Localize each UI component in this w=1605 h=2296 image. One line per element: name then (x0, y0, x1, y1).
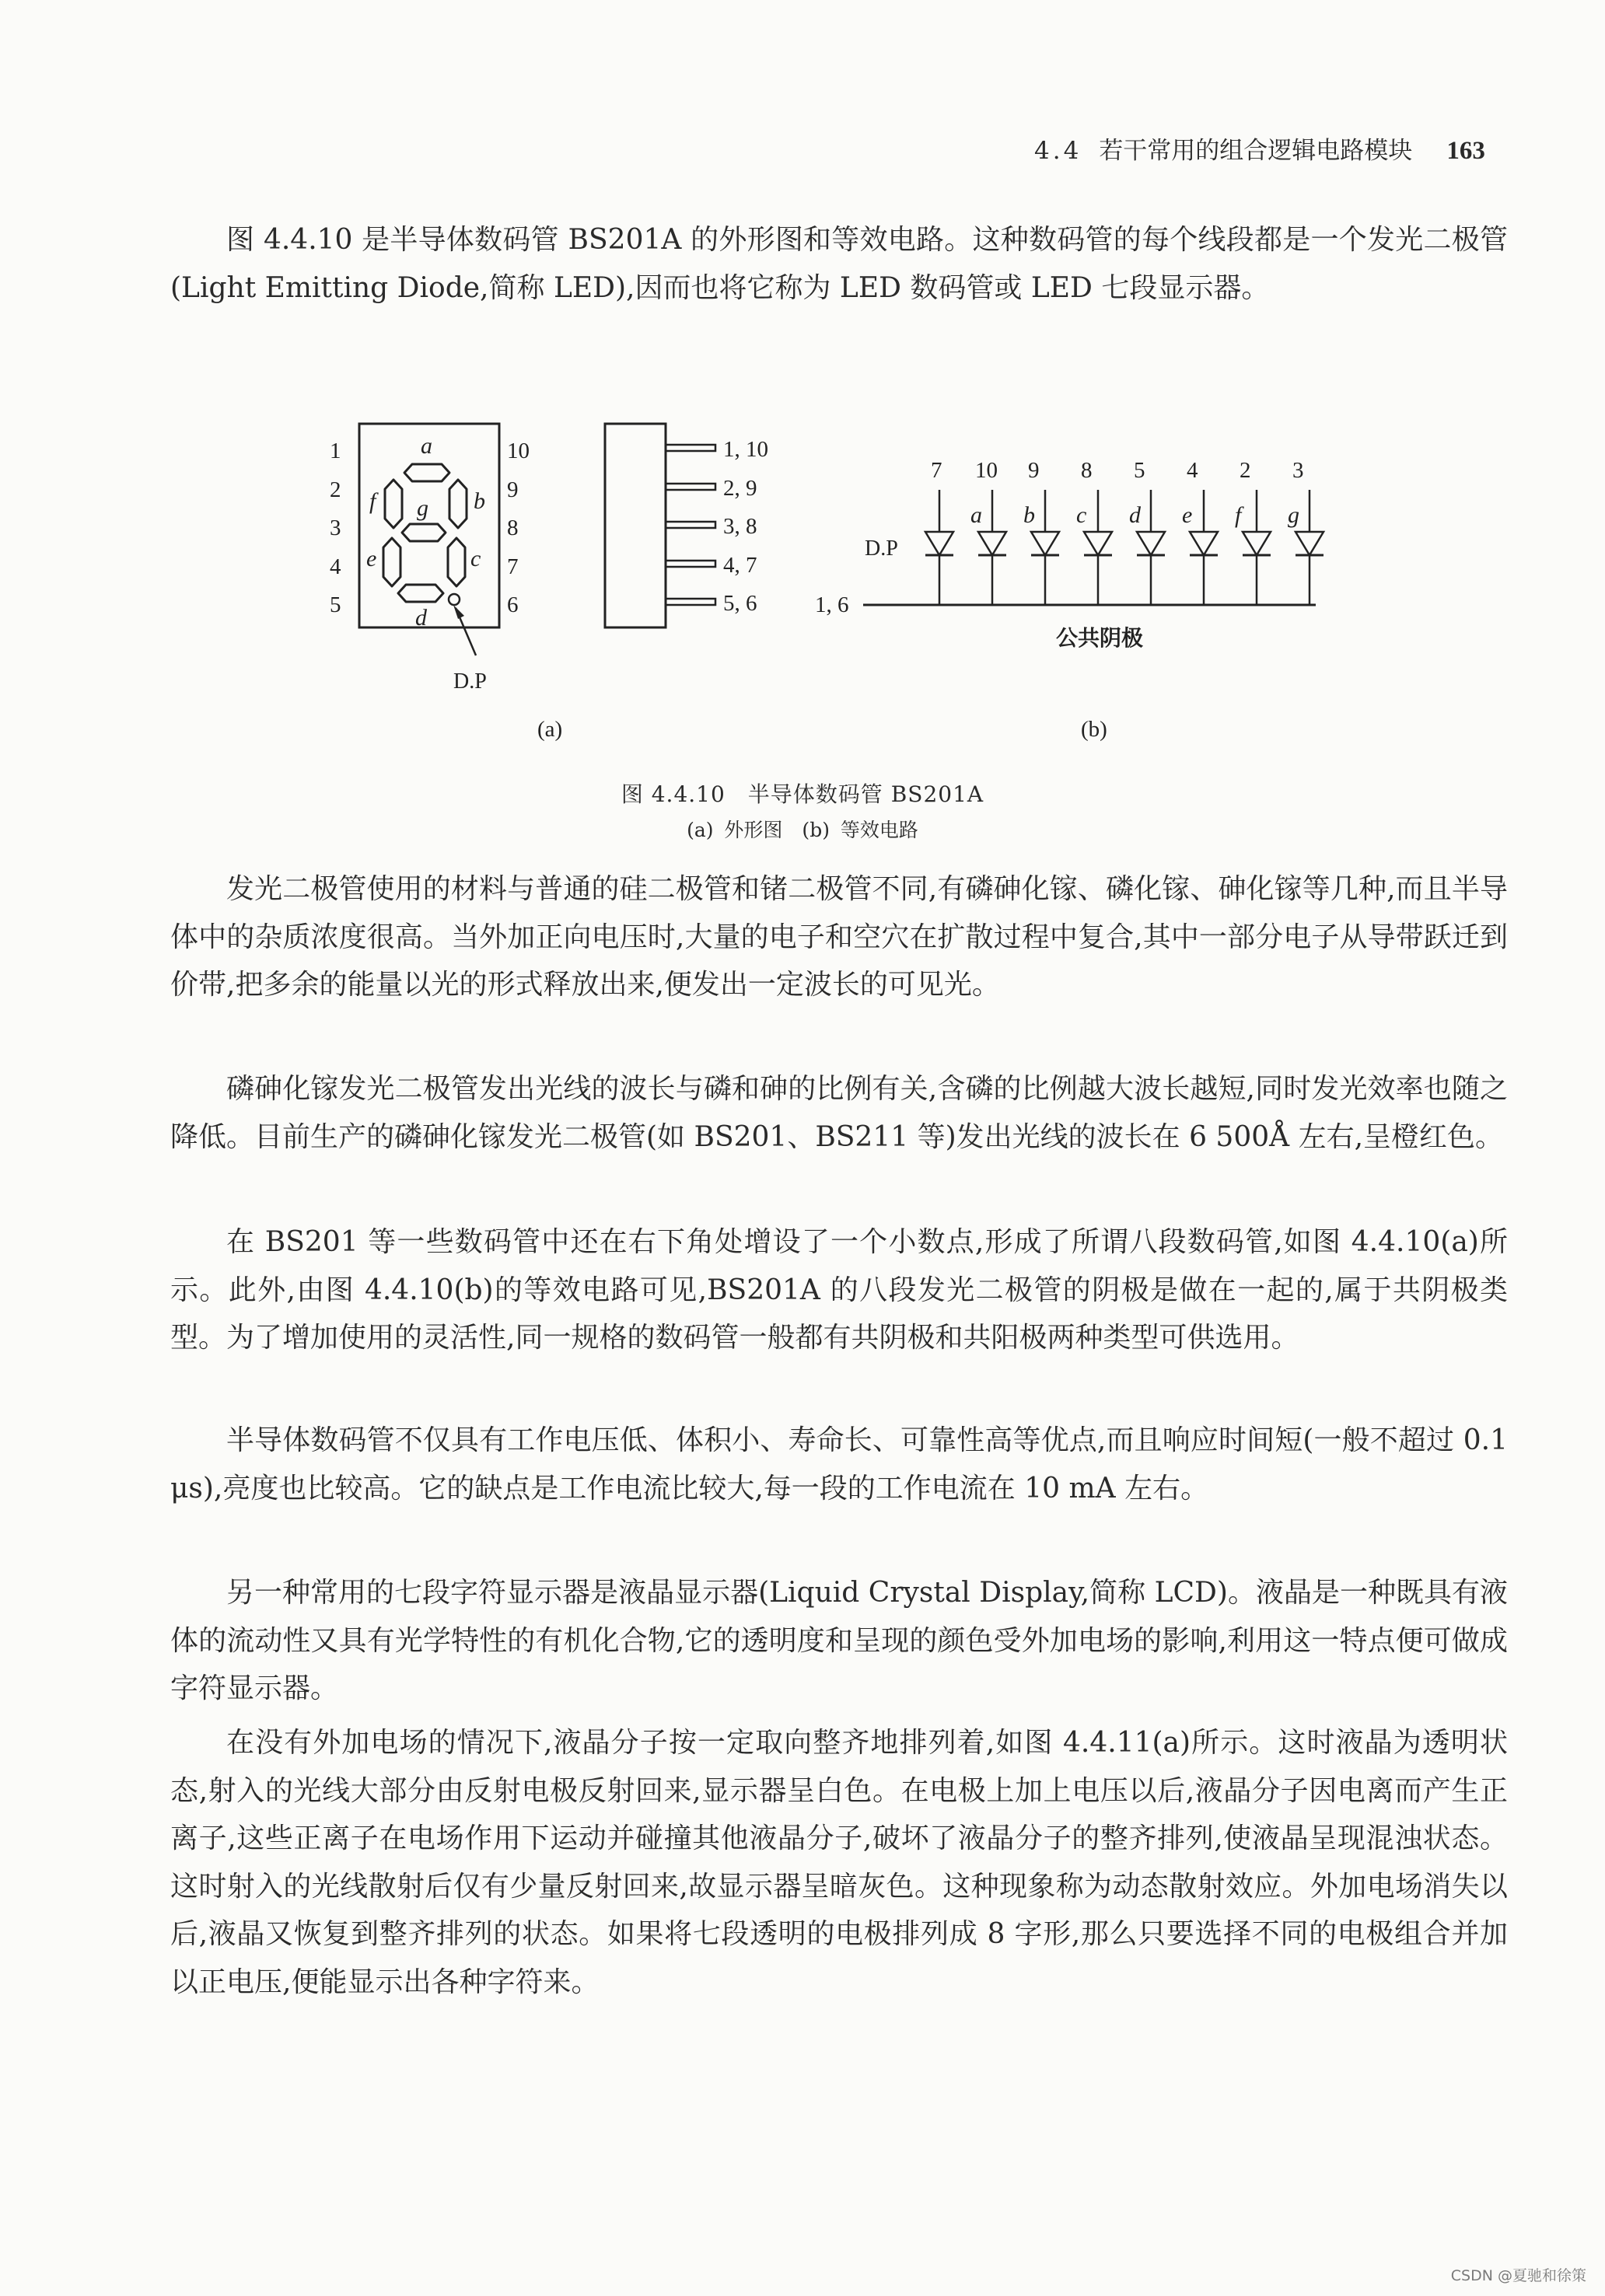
side-pin-label-3: 3, 8 (723, 514, 757, 539)
right-pin-8: 8 (507, 515, 519, 540)
figure-4-4-10 (0, 0, 1605, 855)
diode-triangle (1137, 532, 1165, 555)
paragraph-1: 发光二极管使用的材料与普通的硅二极管和锗二极管不同,有磷砷化镓、磷化镓、砷化镓等几种,而且半导体中的杂质浓度很高。当外加正向电压时,大量的电子和空穴在扩散过程中复合,其中一部分电子从导带跃迁到价带,把多余的能量以光的形式释放出来,便发出一定波长的可见光。 (170, 873, 1508, 1001)
circuit-pin-9: 9 (1028, 458, 1040, 483)
dp-label-a: D.P (453, 669, 487, 694)
section-number: 4.4 (1034, 137, 1082, 165)
segment-a-shape (404, 464, 449, 481)
right-pin-7: 7 (507, 554, 519, 579)
side-view-body (605, 424, 666, 627)
segment-e-shape (383, 538, 400, 586)
dp-pointer-arrowhead (453, 605, 464, 619)
panel-a-side-view (605, 424, 768, 627)
diode-triangle (1243, 532, 1271, 555)
circuit-seg-a: a (970, 502, 982, 528)
led-diode-0 (925, 490, 953, 605)
side-pin-2 (666, 484, 715, 490)
diode-triangle (1084, 532, 1112, 555)
paragraph-3: 在 BS201 等一些数码管中还在右下角处增设了一个小数点,形成了所谓八段数码管,如图 4.4.10(a)所示。此外,由图 4.4.10(b)的等效电路可见,BS201A 的八段发光二极管的阴极是做在一起的,属于共阴极类型。为了增加使用的灵活性,同一规格的数码管一般都有共阴极和共阳极两种类型可供选用。 (170, 1226, 1508, 1354)
led-diode-7 (1296, 490, 1324, 605)
segment-label-a: a (421, 433, 432, 459)
diode-triangle (1031, 532, 1059, 555)
paragraph-5: 另一种常用的七段字符显示器是液晶显示器(Liquid Crystal Display,简称 LCD)。液晶是一种既具有液体的流动性又具有光学特性的有机化合物,它的透明度和呈现的颜色受外加电场的影响,利用这一特点便可做成字符显示器。 (170, 1577, 1508, 1704)
circuit-seg-g: g (1288, 502, 1299, 528)
led-diode-3 (1084, 490, 1112, 605)
led-diode-1 (978, 490, 1006, 605)
circuit-seg-c: c (1076, 502, 1087, 528)
segment-label-g: g (417, 495, 428, 521)
segment-label-e: e (366, 546, 377, 571)
circuit-pin-8: 8 (1081, 458, 1093, 483)
circuit-pin-3: 3 (1292, 458, 1304, 483)
panel-a-label: (a) (537, 717, 563, 742)
figure-subcaption: (a) 外形图 (b) 等效电路 (687, 819, 918, 841)
segment-label-f: f (369, 488, 376, 514)
csdn-watermark: CSDN @夏驰和徐策 (1450, 2267, 1586, 2284)
diode-triangle (1296, 532, 1324, 555)
circuit-seg-e: e (1182, 502, 1193, 528)
segment-label-c: c (470, 546, 481, 571)
right-pin-6: 6 (507, 592, 519, 617)
paragraph-6: 在没有外加电场的情况下,液晶分子按一定取向整齐地排列着,如图 4.4.11(a)所示。这时液晶为透明状态,射入的光线大部分由反射电极反射回来,显示器呈白色。在电极上加上电压以后,液晶分子因电离而产生正离子,这些正离子在电场作用下运动并碰撞其他液晶分子,破坏了液晶分子的整齐排列,使液晶呈现混浊状态。这时射入的光线散射后仅有少量反射回来,故显示器呈暗灰色。这种现象称为动态散射效应。外加电场消失以后,液晶又恢复到整齐排列的状态。如果将七段透明的电极排列成 8 字形,那么只要选择不同的电极组合并加以正电压,便能显示出各种字符来。 (170, 1727, 1508, 1998)
left-pin-3: 3 (330, 515, 341, 540)
left-pin-1: 1 (330, 439, 341, 463)
led-diode-6 (1243, 490, 1271, 605)
side-pin-3 (666, 522, 715, 528)
left-pin-4: 4 (330, 554, 341, 579)
right-pin-9: 9 (507, 477, 519, 502)
circuit-seg-f: f (1235, 502, 1242, 528)
led-diode-4 (1137, 490, 1165, 605)
section-title: 若干常用的组合逻辑电路模块 (1099, 137, 1413, 165)
figure-caption: 图 4.4.10 半导体数码管 BS201A (621, 781, 984, 807)
right-pin-10: 10 (507, 439, 530, 463)
segment-label-d: d (415, 605, 427, 631)
led-diode-5 (1190, 490, 1218, 605)
diode-triangle (925, 532, 953, 555)
common-cathode-label: 公共阴极 (1056, 627, 1144, 651)
circuit-pin-4: 4 (1187, 458, 1198, 483)
left-pin-5: 5 (330, 592, 341, 617)
page-number: 163 (1446, 137, 1485, 165)
panel-a-front-view (330, 424, 530, 694)
side-pin-4 (666, 561, 715, 567)
circuit-pin-2: 2 (1240, 458, 1251, 483)
common-pins-label: 1, 6 (815, 592, 849, 617)
circuit-pin-10: 10 (975, 458, 998, 483)
side-pin-label-5: 5, 6 (723, 591, 757, 616)
segment-b-shape (449, 480, 467, 528)
segment-c-shape (448, 538, 465, 586)
segment-f-shape (385, 480, 402, 528)
segment-label-b: b (474, 488, 485, 514)
circuit-pin-7: 7 (931, 458, 942, 483)
panel-b-equivalent-circuit (815, 458, 1324, 651)
circuit-seg-d: d (1129, 502, 1141, 528)
paragraph-2: 磷砷化镓发光二极管发出光线的波长与磷和砷的比例有关,含磷的比例越大波长越短,同时发光效率也随之降低。目前生产的磷砷化镓发光二极管(如 BS201、BS211 等)发出光线的波长在 6 500Å 左右,呈橙红色。 (170, 1073, 1508, 1153)
intro-paragraph: 图 4.4.10 是半导体数码管 BS201A 的外形图和等效电路。这种数码管的每个线段都是一个发光二极管(Light Emitting Diode,简称 LED),因而也将它称为 LED 数码管或 LED 七段显示器。 (170, 224, 1508, 304)
segment-d-shape (398, 585, 443, 602)
led-diode-2 (1031, 490, 1059, 605)
diode-triangle (1190, 532, 1218, 555)
side-pin-label-4: 4, 7 (723, 553, 757, 578)
side-pin-label-1: 1, 10 (723, 437, 768, 462)
paragraph-4: 半导体数码管不仅具有工作电压低、体积小、寿命长、可靠性高等优点,而且响应时间短(一般不超过 0.1 μs),亮度也比较高。它的缺点是工作电流比较大,每一段的工作电流在 10 mA 左右。 (170, 1424, 1508, 1504)
left-pin-2: 2 (330, 477, 341, 502)
segment-g-shape (402, 524, 446, 541)
diode-triangle (978, 532, 1006, 555)
side-pin-1 (666, 445, 715, 451)
side-pin-label-2: 2, 9 (723, 476, 757, 501)
panel-b-label: (b) (1081, 717, 1107, 742)
circuit-pin-5: 5 (1134, 458, 1145, 483)
dp-label-b: D.P (865, 536, 898, 561)
circuit-seg-b: b (1023, 502, 1035, 528)
decimal-point-dot (449, 594, 460, 605)
side-pin-5 (666, 599, 715, 605)
